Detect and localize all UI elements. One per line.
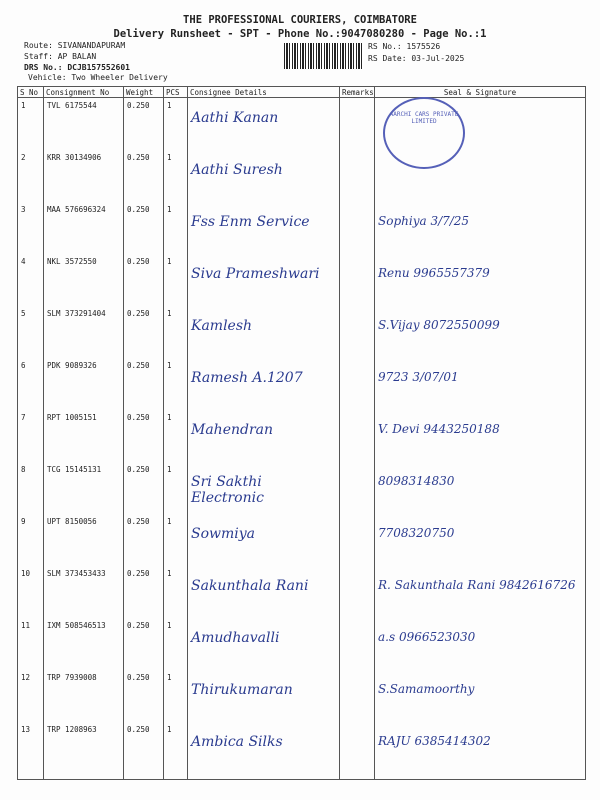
cell-consignment: SLM 373291404	[44, 306, 124, 358]
cell-consignee: Mahendran	[188, 410, 340, 462]
cell-sno: 11	[18, 618, 44, 670]
cell-weight: 0.250	[124, 514, 164, 566]
table-row	[18, 202, 586, 254]
cell-remarks	[340, 618, 375, 670]
cell-seal: S.Vijay 8072550099	[375, 306, 586, 358]
cell-remarks	[340, 670, 375, 722]
cell-weight: 0.250	[124, 618, 164, 670]
cell-weight: 0.250	[124, 150, 164, 202]
table-row	[18, 410, 586, 462]
cell-sno: 5	[18, 306, 44, 358]
cell-seal: a.s 0966523030	[375, 618, 586, 670]
cell-pcs: 1	[164, 670, 188, 722]
cell-consignment: NKL 3572550	[44, 254, 124, 306]
cell-weight: 0.250	[124, 670, 164, 722]
cell-pcs: 1	[164, 358, 188, 410]
table-row	[18, 722, 586, 780]
cell-sno: 12	[18, 670, 44, 722]
cell-weight: 0.250	[124, 566, 164, 618]
table-row	[18, 358, 586, 410]
company-stamp	[383, 97, 465, 169]
cell-pcs: 1	[164, 98, 188, 151]
rs-date: RS Date: 03-Jul-2025	[368, 54, 465, 63]
cell-seal: V. Devi 9443250188	[375, 410, 586, 462]
cell-consignment: UPT 8150056	[44, 514, 124, 566]
cell-seal: Sophiya 3/7/25	[375, 202, 586, 254]
staff: Staff: AP BALAN	[24, 52, 97, 61]
cell-sno: 8	[18, 462, 44, 514]
table-row	[18, 98, 586, 151]
cell-remarks	[340, 150, 375, 202]
cell-sno: 2	[18, 150, 44, 202]
cell-weight: 0.250	[124, 254, 164, 306]
cell-consignee: Fss Enm Service	[188, 202, 340, 254]
cell-sno: 13	[18, 722, 44, 780]
cell-seal: RAJU 6385414302	[375, 722, 586, 780]
cell-consignment: TVL 6175544	[44, 98, 124, 151]
cell-consignment: IXM 508546513	[44, 618, 124, 670]
col-remarks: Remarks	[340, 87, 375, 98]
cell-remarks	[340, 254, 375, 306]
cell-consignee: Sri Sakthi Electronic	[188, 462, 340, 514]
cell-sno: 3	[18, 202, 44, 254]
cell-pcs: 1	[164, 514, 188, 566]
table-row	[18, 306, 586, 358]
runsheet-table	[17, 86, 586, 780]
col-consignee: Consignee Details	[188, 87, 340, 98]
cell-seal: R. Sakunthala Rani 9842616726	[375, 566, 586, 618]
cell-pcs: 1	[164, 306, 188, 358]
cell-pcs: 1	[164, 410, 188, 462]
table-header	[18, 87, 586, 98]
cell-remarks	[340, 722, 375, 780]
cell-sno: 4	[18, 254, 44, 306]
cell-weight: 0.250	[124, 358, 164, 410]
cell-consignee: Siva Prameshwari	[188, 254, 340, 306]
cell-consignee: Ambica Silks	[188, 722, 340, 780]
cell-consignment: SLM 373453433	[44, 566, 124, 618]
runsheet-subtitle: Delivery Runsheet - SPT - Phone No.:9047080280 - Page No.:1	[113, 28, 487, 40]
col-consignment: Consignment No	[44, 87, 124, 98]
cell-weight: 0.250	[124, 202, 164, 254]
cell-seal: S.Samamoorthy	[375, 670, 586, 722]
cell-consignment: TRP 1208963	[44, 722, 124, 780]
cell-sno: 1	[18, 98, 44, 151]
cell-sno: 6	[18, 358, 44, 410]
cell-consignment: RPT 1005151	[44, 410, 124, 462]
cell-weight: 0.250	[124, 98, 164, 151]
route: Route: SIVANANDAPURAM	[24, 41, 126, 50]
table-row	[18, 618, 586, 670]
cell-seal: 7708320750	[375, 514, 586, 566]
table-row	[18, 254, 586, 306]
cell-pcs: 1	[164, 566, 188, 618]
cell-remarks	[340, 566, 375, 618]
cell-remarks	[340, 202, 375, 254]
cell-remarks	[340, 462, 375, 514]
cell-pcs: 1	[164, 722, 188, 780]
cell-seal: Renu 9965557379	[375, 254, 586, 306]
table-row	[18, 150, 586, 202]
table-row	[18, 514, 586, 566]
cell-weight: 0.250	[124, 462, 164, 514]
cell-sno: 9	[18, 514, 44, 566]
cell-remarks	[340, 98, 375, 151]
barcode	[284, 43, 364, 69]
cell-pcs: 1	[164, 202, 188, 254]
drs-no: DRS No.: DCJB157552601	[24, 63, 130, 72]
cell-remarks	[340, 306, 375, 358]
col-weight: Weight	[124, 87, 164, 98]
cell-weight: 0.250	[124, 410, 164, 462]
col-seal: Seal & Signature	[375, 87, 586, 98]
cell-pcs: 1	[164, 462, 188, 514]
cell-consignment: MAA 576696324	[44, 202, 124, 254]
vehicle: Vehicle: Two Wheeler Delivery	[28, 73, 168, 82]
cell-consignee: Aathi Suresh	[188, 150, 340, 202]
table-row	[18, 566, 586, 618]
cell-seal: 8098314830	[375, 462, 586, 514]
cell-pcs: 1	[164, 618, 188, 670]
cell-consignee: Amudhavalli	[188, 618, 340, 670]
stamp-text: AARCHI CARS PRIVATE LIMITED	[389, 111, 459, 125]
cell-remarks	[340, 410, 375, 462]
cell-seal: 9723 3/07/01	[375, 358, 586, 410]
cell-consignment: TRP 7939008	[44, 670, 124, 722]
cell-consignment: PDK 9089326	[44, 358, 124, 410]
table-row	[18, 670, 586, 722]
cell-consignee: Aathi Kanan	[188, 98, 340, 151]
cell-consignment: KRR 30134906	[44, 150, 124, 202]
cell-sno: 7	[18, 410, 44, 462]
cell-weight: 0.250	[124, 306, 164, 358]
cell-remarks	[340, 514, 375, 566]
cell-remarks	[340, 358, 375, 410]
cell-consignment: TCG 15145131	[44, 462, 124, 514]
cell-weight: 0.250	[124, 722, 164, 780]
col-sno: S No	[18, 87, 44, 98]
table-row	[18, 462, 586, 514]
cell-sno: 10	[18, 566, 44, 618]
cell-consignee: Thirukumaran	[188, 670, 340, 722]
company-title: THE PROFESSIONAL COURIERS, COIMBATORE	[183, 14, 417, 26]
cell-consignee: Ramesh A.1207	[188, 358, 340, 410]
rs-no: RS No.: 1575526	[368, 42, 441, 51]
cell-consignee: Kamlesh	[188, 306, 340, 358]
cell-pcs: 1	[164, 254, 188, 306]
cell-consignee: Sakunthala Rani	[188, 566, 340, 618]
cell-pcs: 1	[164, 150, 188, 202]
cell-consignee: Sowmiya	[188, 514, 340, 566]
col-pcs: PCS	[164, 87, 188, 98]
